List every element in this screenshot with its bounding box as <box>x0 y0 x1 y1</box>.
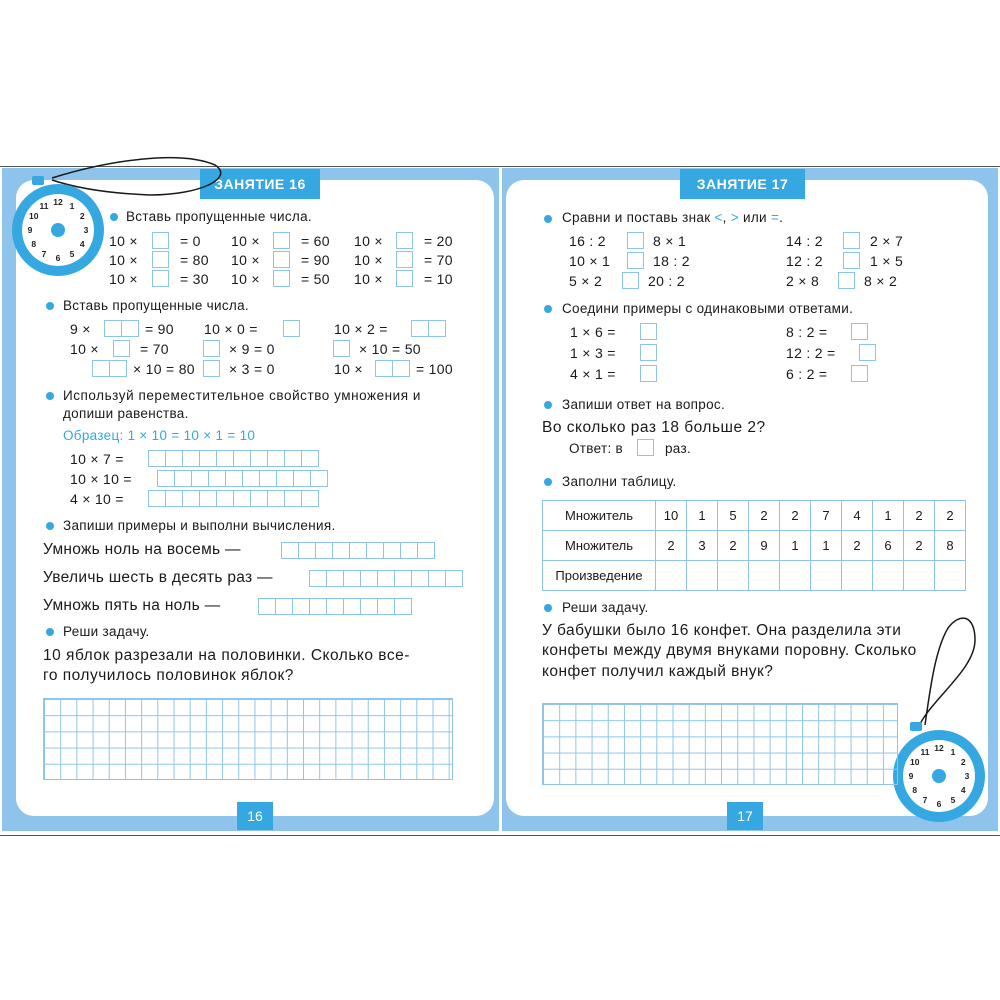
expression: 12 : 2 = <box>786 345 836 361</box>
equation-part: = 20 <box>424 233 453 249</box>
bullet-icon <box>544 401 552 409</box>
clock-number: 12 <box>934 743 944 753</box>
product-cell[interactable] <box>656 561 687 591</box>
clock-number: 5 <box>69 249 75 260</box>
equation-part: 10 × 0 = <box>204 321 258 337</box>
clock-number: 8 <box>31 239 37 249</box>
equation-part: 10 × <box>354 233 383 249</box>
bullet-icon <box>110 213 118 221</box>
page-number: 17 <box>727 802 763 830</box>
expression: 2 × 7 <box>870 233 904 249</box>
section-heading: Вставь пропущенные числа. <box>126 209 312 224</box>
stopwatch-crown <box>910 722 922 731</box>
section-heading-continued: допиши равенства. <box>63 406 189 421</box>
answer-box[interactable] <box>273 270 290 287</box>
table-cell: 10 <box>656 501 687 531</box>
comparison-box[interactable] <box>843 252 860 269</box>
table-cell: 2 <box>656 531 687 561</box>
equation-part: 10 × <box>231 252 260 268</box>
product-cell[interactable] <box>811 561 842 591</box>
bullet-icon <box>46 628 54 636</box>
product-cell[interactable] <box>780 561 811 591</box>
equation-part: = 70 <box>140 341 169 357</box>
bullet-icon <box>544 478 552 486</box>
equation-part: × 10 = 80 <box>133 361 195 377</box>
clock-number: 11 <box>39 200 49 211</box>
answer-box[interactable] <box>640 344 657 361</box>
equation-part: = 10 <box>424 271 453 287</box>
problem-text: конфет получил каждый внук? <box>542 663 774 680</box>
answer-cells[interactable] <box>281 542 434 559</box>
section-heading: Реши задачу. <box>63 624 150 639</box>
lesson-16-tab: ЗАНЯТИЕ 16 <box>200 169 320 199</box>
heading-text: Сравни и поставь знак <box>562 210 711 225</box>
clock-number: 8 <box>912 785 918 795</box>
equation-part: = 100 <box>416 361 453 377</box>
clock-number: 5 <box>950 795 956 806</box>
equation-part: 10 × 10 = <box>70 471 132 487</box>
equation-part: = 90 <box>301 252 330 268</box>
bullet-icon <box>544 215 552 223</box>
equation-part: 10 × <box>354 252 383 268</box>
section-heading: Используй переместительное свойство умножения и <box>63 388 421 403</box>
clock-number: 9 <box>908 771 914 781</box>
table-cell: 4 <box>842 501 873 531</box>
table-cell: 9 <box>749 531 780 561</box>
equation-part: × 9 = 0 <box>229 341 275 357</box>
section-heading <box>562 210 783 225</box>
expression: 5 × 2 <box>569 273 603 289</box>
answer-cells[interactable] <box>148 490 318 507</box>
table-cell: 2 <box>749 501 780 531</box>
comparison-box[interactable] <box>627 252 644 269</box>
clock-number: 2 <box>79 211 85 221</box>
clock-number: 6 <box>936 799 942 809</box>
answer-cells[interactable] <box>148 450 318 467</box>
answer-box[interactable] <box>333 340 350 357</box>
solution-grid[interactable] <box>542 703 898 785</box>
product-cell[interactable] <box>904 561 935 591</box>
answer-box[interactable] <box>113 340 130 357</box>
lesson-17-tab: ЗАНЯТИЕ 17 <box>680 169 805 199</box>
answer-cells[interactable] <box>411 320 445 337</box>
expression: 4 × 1 = <box>570 366 616 382</box>
section-heading: Заполни таблицу. <box>562 474 677 489</box>
answer-box[interactable] <box>851 365 868 382</box>
sign-greater: > <box>730 210 739 225</box>
clock-number: 1 <box>950 746 956 757</box>
clock-number: 1 <box>69 200 75 211</box>
bullet-icon <box>46 302 54 310</box>
problem-text: конфеты между двумя внуками поровну. Сколько <box>542 642 917 659</box>
table-cell: 3 <box>687 531 718 561</box>
bullet-icon <box>544 604 552 612</box>
answer-box[interactable] <box>851 323 868 340</box>
equation-part: = 70 <box>424 252 453 268</box>
task-text: Увеличь шесть в десять раз — <box>43 569 273 586</box>
row-label: Произведение <box>543 561 656 591</box>
section-heading: Соедини примеры с одинаковыми ответами. <box>562 301 854 316</box>
product-cell[interactable] <box>935 561 966 591</box>
clock-number: 7 <box>41 249 47 260</box>
comparison-box[interactable] <box>843 232 860 249</box>
table-cell: 1 <box>873 501 904 531</box>
answer-suffix: раз. <box>665 441 692 456</box>
stopwatch-crown <box>32 176 44 185</box>
answer-box[interactable] <box>273 232 290 249</box>
expression: 1 × 6 = <box>570 324 616 340</box>
row-label: Множитель <box>543 501 656 531</box>
comparison-box[interactable] <box>838 272 855 289</box>
stopwatch-icon <box>12 184 104 276</box>
expression: 8 : 2 = <box>786 324 828 340</box>
expression: 6 : 2 = <box>786 366 828 382</box>
table-cell: 1 <box>780 531 811 561</box>
expression: 2 × 8 <box>786 273 820 289</box>
section-heading: Запиши примеры и выполни вычисления. <box>63 518 336 533</box>
equation-part: 10 × <box>334 361 363 377</box>
answer-cells[interactable] <box>104 320 138 337</box>
answer-cells[interactable] <box>157 470 327 487</box>
table-cell: 2 <box>780 501 811 531</box>
answer-box[interactable] <box>273 251 290 268</box>
clock-number: 10 <box>910 757 920 767</box>
answer-box[interactable] <box>396 251 413 268</box>
table-cell: 7 <box>811 501 842 531</box>
equation-part: 10 × <box>70 341 99 357</box>
answer-box[interactable] <box>859 344 876 361</box>
product-cell[interactable] <box>873 561 904 591</box>
clock-number: 4 <box>79 239 85 249</box>
product-cell[interactable] <box>749 561 780 591</box>
clock-number: 12 <box>53 197 63 207</box>
answer-box[interactable] <box>640 323 657 340</box>
equation-part: 10 × 2 = <box>334 321 388 337</box>
answer-box[interactable] <box>396 232 413 249</box>
table-cell: 6 <box>873 531 904 561</box>
table-cell: 8 <box>935 531 966 561</box>
expression: 1 × 5 <box>870 253 904 269</box>
bullet-icon <box>544 305 552 313</box>
clock-number: 3 <box>964 771 970 781</box>
clock-number: 9 <box>27 225 33 235</box>
equation-part: = 90 <box>145 321 174 337</box>
clock-number: 6 <box>55 253 61 263</box>
product-cell[interactable] <box>718 561 749 591</box>
expression: 10 × 1 <box>569 253 611 269</box>
equation-part: 10 × <box>231 233 260 249</box>
equation-part: = 60 <box>301 233 330 249</box>
table-cell: 1 <box>811 531 842 561</box>
answer-box[interactable] <box>152 232 169 249</box>
table-cell: 2 <box>904 501 935 531</box>
product-cell[interactable] <box>842 561 873 591</box>
equation-part: 10 × <box>109 271 138 287</box>
answer-box[interactable] <box>203 360 220 377</box>
answer-box[interactable] <box>396 270 413 287</box>
equation-part: 10 × <box>354 271 383 287</box>
comma: , <box>722 210 727 225</box>
answer-box[interactable] <box>152 251 169 268</box>
answer-cells[interactable] <box>375 360 409 377</box>
equation-part: = 80 <box>180 252 209 268</box>
comparison-box[interactable] <box>627 232 644 249</box>
table-cell: 2 <box>718 531 749 561</box>
equation-part: 10 × <box>109 233 138 249</box>
multiplication-table <box>542 500 966 591</box>
stopwatch-icon <box>893 730 985 822</box>
expression: 8 × 1 <box>653 233 687 249</box>
period: . <box>779 210 784 225</box>
equation-part: 4 × 10 = <box>70 491 124 507</box>
heading-text: или <box>743 210 767 225</box>
table-cell: 2 <box>904 531 935 561</box>
answer-box[interactable] <box>640 365 657 382</box>
sign-equal: = <box>770 210 780 225</box>
table-row <box>543 561 966 591</box>
bullet-icon <box>46 522 54 530</box>
section-heading: Реши задачу. <box>562 600 649 615</box>
section-heading: Запиши ответ на вопрос. <box>562 397 726 412</box>
expression: 16 : 2 <box>569 233 606 249</box>
problem-text: У бабушки было 16 конфет. Она разделила эти <box>542 622 902 639</box>
equation-part: = 0 <box>180 233 201 249</box>
page-number: 16 <box>237 802 273 830</box>
clock-number: 3 <box>83 225 89 235</box>
expression: 1 × 3 = <box>570 345 616 361</box>
table-row <box>543 531 966 561</box>
table-cell: 1 <box>687 501 718 531</box>
table-cell: 2 <box>935 501 966 531</box>
sign-less: < <box>714 210 723 225</box>
equation-part: 9 × <box>70 321 91 337</box>
clock-number: 4 <box>960 785 966 795</box>
answer-cells[interactable] <box>309 570 462 587</box>
expression: 18 : 2 <box>653 253 690 269</box>
bullet-icon <box>46 392 54 400</box>
answer-box[interactable] <box>203 340 220 357</box>
table-row <box>543 501 966 531</box>
equation-part: × 3 = 0 <box>229 361 275 377</box>
answer-box[interactable] <box>637 439 654 456</box>
equation-part: 10 × <box>231 271 260 287</box>
answer-cells[interactable] <box>258 598 411 615</box>
table-cell: 2 <box>842 531 873 561</box>
expression: 8 × 2 <box>864 273 898 289</box>
expression: 14 : 2 <box>786 233 823 249</box>
comparison-box[interactable] <box>622 272 639 289</box>
answer-box[interactable] <box>283 320 300 337</box>
question-text: Во сколько раз 18 больше 2? <box>542 419 766 436</box>
product-cell[interactable] <box>687 561 718 591</box>
section-heading: Вставь пропущенные числа. <box>63 298 249 313</box>
task-text: Умножь пять на ноль — <box>43 597 221 614</box>
row-label: Множитель <box>543 531 656 561</box>
equation-part: = 30 <box>180 271 209 287</box>
solution-grid[interactable] <box>43 698 453 780</box>
task-text: Умножь ноль на восемь — <box>43 541 241 558</box>
expression: 20 : 2 <box>648 273 685 289</box>
expression: 12 : 2 <box>786 253 823 269</box>
equation-part: = 50 <box>301 271 330 287</box>
equation-part: 10 × <box>109 252 138 268</box>
answer-box[interactable] <box>152 270 169 287</box>
clock-number: 11 <box>920 746 930 757</box>
problem-text: 10 яблок разрезали на половинки. Сколько все- <box>43 647 410 664</box>
clock-number: 2 <box>960 757 966 767</box>
answer-cells[interactable] <box>92 360 126 377</box>
answer-prefix: Ответ: в <box>569 441 624 456</box>
problem-text: го получилось половинок яблок? <box>43 667 294 684</box>
equation-part: 10 × 7 = <box>70 451 124 467</box>
sample-text: Образец: 1 × 10 = 10 × 1 = 10 <box>63 428 256 443</box>
equation-part: × 10 = 50 <box>359 341 421 357</box>
table-cell: 5 <box>718 501 749 531</box>
clock-number: 10 <box>29 211 39 221</box>
clock-number: 7 <box>922 795 928 806</box>
